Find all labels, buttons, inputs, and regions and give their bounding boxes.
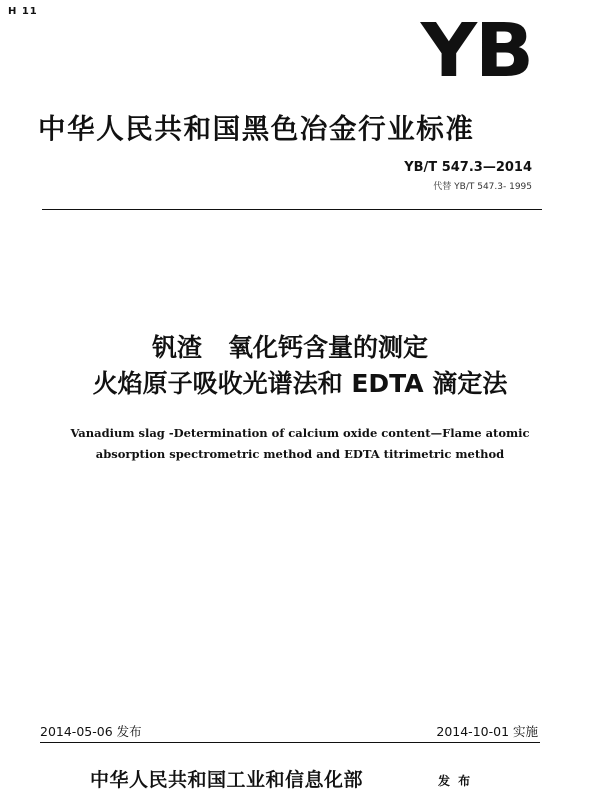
yb-logo: YB (420, 8, 532, 94)
standard-number: YB/T 547.3—2014 (404, 160, 532, 175)
issue-date: 2014-05-06 发布 (40, 724, 142, 739)
title-cn-line-1: 钒渣 氧化钙含量的测定 (151, 333, 429, 362)
document-title-cn (0, 330, 600, 402)
header-divider (42, 209, 542, 210)
document-title-en (0, 423, 600, 465)
publisher-name: 中华人民共和国工业和信息化部 (90, 769, 364, 791)
ics-code: H 11 (8, 6, 38, 17)
title-en-line-2: absorption spectrometric method and EDTA titrimetric method (95, 447, 505, 461)
implementation-date: 2014-10-01 实施 (436, 724, 538, 739)
title-cn-line-2: 火焰原子吸收光谱法和 EDTA 滴定法 (92, 369, 508, 398)
publish-label: 发 布 (438, 774, 473, 788)
footer-divider (40, 742, 540, 743)
standard-category-title: 中华人民共和国黑色冶金行业标准 (38, 113, 475, 145)
title-en-line-1: Vanadium slag -Determination of calcium oxide content—Flame atomic (70, 426, 530, 440)
replaces-standard: 代替 YB/T 547.3- 1995 (433, 182, 532, 192)
